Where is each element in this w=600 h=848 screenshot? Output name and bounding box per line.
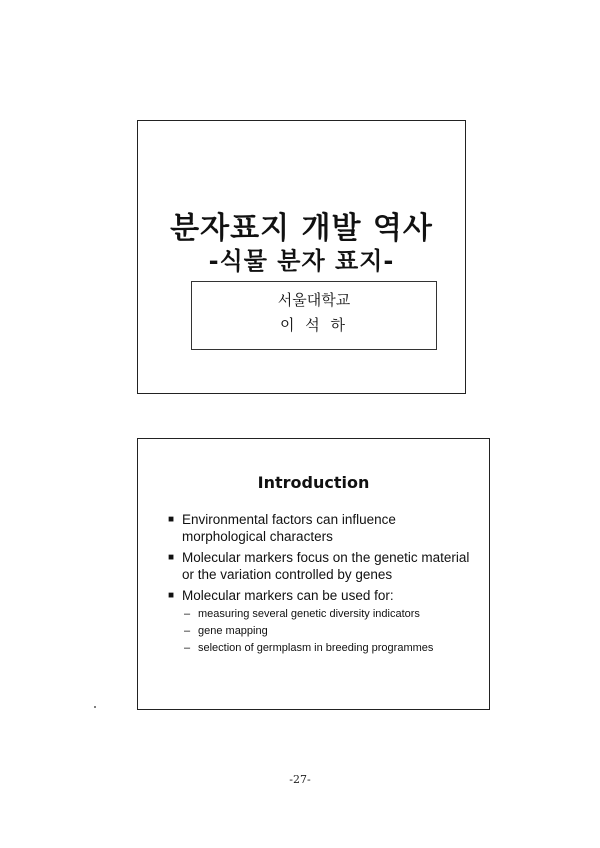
bullet-item <box>168 587 478 657</box>
sub-item <box>182 606 478 623</box>
page-number: -27- <box>289 773 311 786</box>
affiliation: 서울대학교 <box>277 291 351 309</box>
bullet-icon: ■ <box>168 590 175 601</box>
sub-item <box>182 640 478 657</box>
bullet-item <box>168 549 478 583</box>
author-box <box>191 281 437 350</box>
sub-item-text: selection of germplasm in breeding programmes <box>198 642 434 654</box>
bullet-text: Molecular markers can be used for: <box>182 588 394 603</box>
slide-title: Introduction <box>257 473 370 492</box>
sub-list <box>182 606 478 657</box>
dash-icon: – <box>184 642 191 654</box>
scan-speck <box>94 706 96 708</box>
bullet-icon: ■ <box>168 552 175 563</box>
bullet-text: Molecular markers focus on the genetic material or the variation controlled by genes <box>182 550 470 582</box>
bullet-text: Environmental factors can influence morphological characters <box>182 512 396 544</box>
dash-icon: – <box>184 608 191 620</box>
introduction-slide <box>137 438 490 710</box>
title-slide <box>137 120 466 394</box>
sub-item-text: gene mapping <box>198 625 268 637</box>
bullet-icon: ■ <box>168 514 175 525</box>
dash-icon: – <box>184 625 191 637</box>
bullet-item <box>168 511 478 545</box>
author-name: 이 석 하 <box>279 316 348 334</box>
slide-subtitle: -식물 분자 표지- <box>208 247 395 275</box>
bullet-list <box>168 511 478 661</box>
sub-item <box>182 623 478 640</box>
sub-item-text: measuring several genetic diversity indicators <box>198 608 420 620</box>
slide-title: 분자표지 개발 역사 <box>170 211 433 246</box>
